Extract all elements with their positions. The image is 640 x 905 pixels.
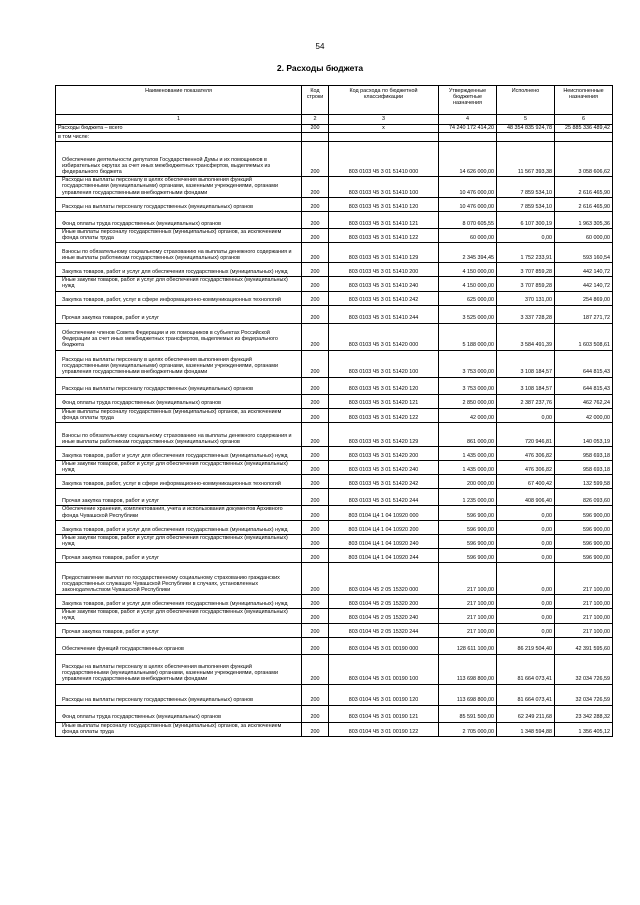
header-unexecuted: Неисполненные назначения bbox=[555, 86, 613, 115]
row-approved-amount: 4 150 000,00 bbox=[439, 263, 497, 277]
row-executed-amount: 476 306,82 bbox=[497, 461, 555, 475]
row-budget-code: 803 0104 Ч5 3 01 00190 000 bbox=[329, 637, 439, 654]
row-budget-code: 803 0103 Ч5 3 01 51420 242 bbox=[329, 475, 439, 489]
row-line-code: 200 bbox=[302, 394, 329, 408]
row-budget-code: 803 0104 Ч5 2 05 15320 000 bbox=[329, 563, 439, 595]
table-row bbox=[56, 243, 613, 263]
row-line-code: 200 bbox=[302, 243, 329, 263]
row-line-code: 200 bbox=[302, 623, 329, 637]
row-executed-amount: 3 108 184,57 bbox=[497, 350, 555, 377]
row-approved-amount: 10 476 000,00 bbox=[439, 197, 497, 211]
row-approved-amount: 14 626 000,00 bbox=[439, 142, 497, 177]
table-row bbox=[56, 722, 613, 736]
row-approved-amount: 3 753 000,00 bbox=[439, 377, 497, 394]
row-approved-amount: 113 698 800,00 bbox=[439, 684, 497, 705]
row-line-code: 200 bbox=[302, 408, 329, 422]
row-name: Закупка товаров, работ и услуг для обеспечения государственных (муниципальных) нужд bbox=[56, 447, 302, 461]
row-approved-amount: 3 525 000,00 bbox=[439, 305, 497, 323]
document-title: 2. Расходы бюджета bbox=[276, 63, 364, 73]
row-budget-code: 803 0104 Ц4 1 04 10920 240 bbox=[329, 534, 439, 548]
row-line-code: 200 bbox=[302, 609, 329, 623]
row-budget-code: 803 0104 Ч5 3 01 00190 122 bbox=[329, 722, 439, 736]
header-row bbox=[56, 86, 613, 115]
row-budget-code: 803 0103 Ч5 3 01 51410 200 bbox=[329, 263, 439, 277]
header-line-code: Код строки bbox=[302, 86, 329, 115]
row-executed-amount: 720 946,81 bbox=[497, 423, 555, 447]
row-name: Прочая закупка товаров, работ и услуг bbox=[56, 549, 302, 563]
row-executed-amount: 0,00 bbox=[497, 408, 555, 422]
row-name: Взносы по обязательному социальному страхованию на выплаты денежного содержания и иные выплаты работникам государственных (муниципальных) органов bbox=[56, 423, 302, 447]
row-name: Иные закупки товаров, работ и услуг для обеспечения государственных (муниципальных) нужд bbox=[56, 609, 302, 623]
row-name: Обеспечение деятельности депутатов Государственной Думы и их помощников в избирательных округах за счет иных межбюджетных трансфертов, выделяемых из федерального бюджета bbox=[56, 142, 302, 177]
column-number: 6 bbox=[555, 115, 613, 125]
row-budget-code: 803 0103 Ч5 3 01 51420 200 bbox=[329, 447, 439, 461]
row-unexecuted-amount: 2 616 465,90 bbox=[555, 177, 613, 198]
row-executed-amount: 3 707 859,28 bbox=[497, 263, 555, 277]
row-executed-amount: 7 859 534,10 bbox=[497, 197, 555, 211]
row-line-code: 200 bbox=[302, 197, 329, 211]
row-approved-amount: 596 900,00 bbox=[439, 506, 497, 520]
row-unexecuted-amount: 187 271,72 bbox=[555, 305, 613, 323]
row-line-code: 200 bbox=[302, 654, 329, 684]
row-budget-code: 803 0103 Ч5 3 01 51410 242 bbox=[329, 291, 439, 305]
row-unexecuted-amount: 462 762,24 bbox=[555, 394, 613, 408]
row-name: Фонд оплаты труда государственных (муниципальных) органов bbox=[56, 705, 302, 722]
row-budget-code: 803 0103 Ч5 3 01 51420 122 bbox=[329, 408, 439, 422]
table-body bbox=[56, 125, 613, 737]
row-name: Обеспечение хранения, комплектования, учета и использования документов Архивного фонда Чувашской Республики bbox=[56, 506, 302, 520]
table-row bbox=[56, 705, 613, 722]
row-executed-amount: 0,00 bbox=[497, 520, 555, 534]
table-row bbox=[56, 637, 613, 654]
row-line-code bbox=[302, 133, 329, 142]
row-unexecuted-amount: 1 963 305,36 bbox=[555, 211, 613, 228]
row-line-code: 200 bbox=[302, 705, 329, 722]
table-row bbox=[56, 534, 613, 548]
table-row bbox=[56, 133, 613, 142]
row-approved-amount: 8 070 605,55 bbox=[439, 211, 497, 228]
header-name: Наименование показателя bbox=[56, 86, 302, 115]
row-budget-code: 803 0103 Ч5 3 01 51420 121 bbox=[329, 394, 439, 408]
table-row bbox=[56, 563, 613, 595]
row-executed-amount: 0,00 bbox=[497, 609, 555, 623]
row-approved-amount: 1 435 000,00 bbox=[439, 461, 497, 475]
row-line-code: 200 bbox=[302, 684, 329, 705]
row-executed-amount: 370 131,00 bbox=[497, 291, 555, 305]
row-budget-code: 803 0103 Ч5 3 01 51420 240 bbox=[329, 461, 439, 475]
row-line-code: 200 bbox=[302, 350, 329, 377]
row-name: Предоставление выплат по государственному социальному страхованию гражданских государственных служащих Чувашской Республики в случаях, установленных законодательством Чувашской Республики bbox=[56, 563, 302, 595]
row-unexecuted-amount: 596 900,00 bbox=[555, 549, 613, 563]
column-number: 5 bbox=[497, 115, 555, 125]
row-line-code: 200 bbox=[302, 563, 329, 595]
row-budget-code: 803 0103 Ч5 3 01 51410 000 bbox=[329, 142, 439, 177]
table-row bbox=[56, 506, 613, 520]
row-name: Расходы на выплаты персоналу государственных (муниципальных) органов bbox=[56, 684, 302, 705]
row-line-code: 200 bbox=[302, 534, 329, 548]
row-executed-amount: 0,00 bbox=[497, 228, 555, 242]
row-budget-code: 803 0103 Ч5 3 01 51420 244 bbox=[329, 489, 439, 506]
row-line-code: 200 bbox=[302, 263, 329, 277]
row-executed-amount: 1 348 594,88 bbox=[497, 722, 555, 736]
table-row bbox=[56, 447, 613, 461]
row-unexecuted-amount: 1 356 405,12 bbox=[555, 722, 613, 736]
row-executed-amount: 48 354 835 924,78 bbox=[497, 125, 555, 133]
row-executed-amount: 11 567 393,38 bbox=[497, 142, 555, 177]
row-unexecuted-amount: 596 900,00 bbox=[555, 520, 613, 534]
page-number: 54 bbox=[315, 42, 325, 51]
row-line-code: 200 bbox=[302, 277, 329, 291]
row-approved-amount: 217 100,00 bbox=[439, 623, 497, 637]
row-approved-amount: 2 345 394,45 bbox=[439, 243, 497, 263]
table-row bbox=[56, 595, 613, 609]
row-name: Расходы на выплаты персоналу в целях обеспечения выполнения функций государственными (муниципальными) органами, казенными учреждениями, органами управления государственными внебюджетными фондами bbox=[56, 177, 302, 198]
row-approved-amount: 4 150 000,00 bbox=[439, 277, 497, 291]
table-row bbox=[56, 377, 613, 394]
row-budget-code: 803 0103 Ч5 3 01 51410 122 bbox=[329, 228, 439, 242]
row-name: Закупка товаров, работ и услуг для обеспечения государственных (муниципальных) нужд bbox=[56, 595, 302, 609]
table-row bbox=[56, 461, 613, 475]
row-budget-code: 803 0103 Ч5 3 01 51420 000 bbox=[329, 323, 439, 350]
row-line-code: 200 bbox=[302, 142, 329, 177]
row-unexecuted-amount: 1 603 508,61 bbox=[555, 323, 613, 350]
row-unexecuted-amount: 217 100,00 bbox=[555, 563, 613, 595]
table-row bbox=[56, 520, 613, 534]
row-unexecuted-amount: 217 100,00 bbox=[555, 623, 613, 637]
row-unexecuted-amount: 132 599,58 bbox=[555, 475, 613, 489]
row-budget-code: 803 0103 Ч5 3 01 51420 129 bbox=[329, 423, 439, 447]
row-budget-code: 803 0103 Ч5 3 01 51410 100 bbox=[329, 177, 439, 198]
table-row bbox=[56, 263, 613, 277]
header-budget-code: Код расхода по бюджетной классификации bbox=[329, 86, 439, 115]
table-row bbox=[56, 228, 613, 242]
row-budget-code: 803 0103 Ч5 3 01 51410 121 bbox=[329, 211, 439, 228]
row-name: в том числе: bbox=[56, 133, 302, 142]
row-unexecuted-amount: 254 869,00 bbox=[555, 291, 613, 305]
row-unexecuted-amount: 217 100,00 bbox=[555, 595, 613, 609]
budget-expenses-table bbox=[55, 85, 613, 737]
row-unexecuted-amount: 644 815,43 bbox=[555, 377, 613, 394]
table-row bbox=[56, 408, 613, 422]
row-line-code: 200 bbox=[302, 447, 329, 461]
table-row bbox=[56, 684, 613, 705]
table-row bbox=[56, 125, 613, 133]
row-unexecuted-amount: 442 140,72 bbox=[555, 263, 613, 277]
row-unexecuted-amount: 23 342 288,32 bbox=[555, 705, 613, 722]
row-name: Расходы на выплаты персоналу государственных (муниципальных) органов bbox=[56, 377, 302, 394]
table-row bbox=[56, 291, 613, 305]
row-executed-amount: 62 249 211,68 bbox=[497, 705, 555, 722]
row-name: Обеспечение членов Совета Федерации и их помощников в субъектах Российской Федерации за счет иных межбюджетных трансфертов, выделяемых из федерального бюджета bbox=[56, 323, 302, 350]
row-unexecuted-amount: 25 885 336 489,42 bbox=[555, 125, 613, 133]
row-name: Иные закупки товаров, работ и услуг для обеспечения государственных (муниципальных) нужд bbox=[56, 534, 302, 548]
row-approved-amount: 2 850 000,00 bbox=[439, 394, 497, 408]
row-executed-amount: 0,00 bbox=[497, 623, 555, 637]
row-unexecuted-amount: 32 034 726,59 bbox=[555, 654, 613, 684]
table-row bbox=[56, 489, 613, 506]
row-approved-amount: 42 000,00 bbox=[439, 408, 497, 422]
row-unexecuted-amount: 958 693,18 bbox=[555, 461, 613, 475]
row-executed-amount: 6 107 300,19 bbox=[497, 211, 555, 228]
row-approved-amount: 596 900,00 bbox=[439, 534, 497, 548]
row-executed-amount: 3 707 859,28 bbox=[497, 277, 555, 291]
row-budget-code: 803 0103 Ч5 3 01 51410 240 bbox=[329, 277, 439, 291]
row-line-code: 200 bbox=[302, 305, 329, 323]
row-line-code: 200 bbox=[302, 177, 329, 198]
row-line-code: 200 bbox=[302, 125, 329, 133]
row-name: Закупка товаров, работ и услуг для обеспечения государственных (муниципальных) нужд bbox=[56, 520, 302, 534]
row-line-code: 200 bbox=[302, 489, 329, 506]
table-row bbox=[56, 197, 613, 211]
row-line-code: 200 bbox=[302, 506, 329, 520]
row-executed-amount: 67 400,42 bbox=[497, 475, 555, 489]
row-name: Расходы бюджета – всего bbox=[56, 125, 302, 133]
row-name: Иные выплаты персоналу государственных (муниципальных) органов, за исключением фонда оплаты труда bbox=[56, 408, 302, 422]
row-line-code: 200 bbox=[302, 377, 329, 394]
row-line-code: 200 bbox=[302, 549, 329, 563]
column-number: 4 bbox=[439, 115, 497, 125]
row-approved-amount: 60 000,00 bbox=[439, 228, 497, 242]
row-unexecuted-amount: 60 000,00 bbox=[555, 228, 613, 242]
row-unexecuted-amount: 644 815,43 bbox=[555, 350, 613, 377]
row-name: Фонд оплаты труда государственных (муниципальных) органов bbox=[56, 211, 302, 228]
row-budget-code: 803 0103 Ч5 3 01 51420 100 bbox=[329, 350, 439, 377]
row-executed-amount: 2 387 237,76 bbox=[497, 394, 555, 408]
row-unexecuted-amount: 32 034 726,59 bbox=[555, 684, 613, 705]
row-executed-amount: 7 859 534,10 bbox=[497, 177, 555, 198]
row-budget-code: 803 0104 Ц4 1 04 10920 200 bbox=[329, 520, 439, 534]
row-budget-code: 803 0103 Ч5 3 01 51410 129 bbox=[329, 243, 439, 263]
table-row bbox=[56, 177, 613, 198]
row-line-code: 200 bbox=[302, 637, 329, 654]
row-executed-amount: 86 219 504,40 bbox=[497, 637, 555, 654]
row-executed-amount: 476 306,82 bbox=[497, 447, 555, 461]
row-executed-amount: 81 664 073,41 bbox=[497, 654, 555, 684]
row-line-code: 200 bbox=[302, 423, 329, 447]
row-name: Иные закупки товаров, работ и услуг для обеспечения государственных (муниципальных) нужд bbox=[56, 461, 302, 475]
row-executed-amount: 0,00 bbox=[497, 563, 555, 595]
row-unexecuted-amount: 596 900,00 bbox=[555, 534, 613, 548]
row-approved-amount: 861 000,00 bbox=[439, 423, 497, 447]
row-approved-amount: 1 435 000,00 bbox=[439, 447, 497, 461]
row-name: Закупка товаров, работ и услуг для обеспечения государственных (муниципальных) нужд bbox=[56, 263, 302, 277]
row-approved-amount: 3 753 000,00 bbox=[439, 350, 497, 377]
column-number-row bbox=[56, 115, 613, 125]
row-line-code: 200 bbox=[302, 520, 329, 534]
table-row bbox=[56, 394, 613, 408]
row-budget-code: 803 0104 Ч5 3 01 00190 120 bbox=[329, 684, 439, 705]
row-executed-amount: 3 108 184,57 bbox=[497, 377, 555, 394]
table-row bbox=[56, 549, 613, 563]
row-budget-code: 803 0103 Ч5 3 01 51410 244 bbox=[329, 305, 439, 323]
row-budget-code: 803 0104 Ч5 2 05 15320 200 bbox=[329, 595, 439, 609]
row-line-code: 200 bbox=[302, 211, 329, 228]
row-name: Закупка товаров, работ, услуг в сфере информационно-коммуникационных технологий bbox=[56, 475, 302, 489]
row-approved-amount bbox=[439, 133, 497, 142]
row-name: Взносы по обязательному социальному страхованию на выплаты денежного содержания и иные выплаты работникам государственных (муниципальных) органов bbox=[56, 243, 302, 263]
row-name: Прочая закупка товаров, работ и услуг bbox=[56, 305, 302, 323]
row-executed-amount bbox=[497, 133, 555, 142]
row-line-code: 200 bbox=[302, 475, 329, 489]
row-approved-amount: 2 705 000,00 bbox=[439, 722, 497, 736]
row-approved-amount: 200 000,00 bbox=[439, 475, 497, 489]
row-executed-amount: 3 584 491,39 bbox=[497, 323, 555, 350]
row-unexecuted-amount: 826 093,60 bbox=[555, 489, 613, 506]
header-executed: Исполнено bbox=[497, 86, 555, 115]
row-executed-amount: 0,00 bbox=[497, 549, 555, 563]
row-approved-amount: 85 591 500,00 bbox=[439, 705, 497, 722]
row-name: Иные закупки товаров, работ и услуг для обеспечения государственных (муниципальных) нужд bbox=[56, 277, 302, 291]
row-budget-code: 803 0103 Ч5 3 01 51420 120 bbox=[329, 377, 439, 394]
row-executed-amount: 0,00 bbox=[497, 595, 555, 609]
row-approved-amount: 217 100,00 bbox=[439, 609, 497, 623]
row-approved-amount: 128 611 100,00 bbox=[439, 637, 497, 654]
row-approved-amount: 1 235 000,00 bbox=[439, 489, 497, 506]
row-executed-amount: 81 664 073,41 bbox=[497, 684, 555, 705]
row-budget-code: x bbox=[329, 125, 439, 133]
row-approved-amount: 625 000,00 bbox=[439, 291, 497, 305]
row-unexecuted-amount: 593 160,54 bbox=[555, 243, 613, 263]
row-name: Обеспечение функций государственных органов bbox=[56, 637, 302, 654]
row-approved-amount: 596 900,00 bbox=[439, 520, 497, 534]
row-unexecuted-amount: 217 100,00 bbox=[555, 609, 613, 623]
table-row bbox=[56, 277, 613, 291]
row-budget-code: 803 0104 Ц4 1 04 10920 000 bbox=[329, 506, 439, 520]
row-unexecuted-amount: 958 693,18 bbox=[555, 447, 613, 461]
table-row bbox=[56, 654, 613, 684]
row-budget-code: 803 0104 Ч5 2 05 15320 244 bbox=[329, 623, 439, 637]
row-budget-code: 803 0104 Ч5 2 05 15320 240 bbox=[329, 609, 439, 623]
row-approved-amount: 74 240 172 414,20 bbox=[439, 125, 497, 133]
row-budget-code: 803 0104 Ч5 3 01 00190 100 bbox=[329, 654, 439, 684]
row-name: Прочая закупка товаров, работ и услуг bbox=[56, 623, 302, 637]
table-row bbox=[56, 323, 613, 350]
row-name: Фонд оплаты труда государственных (муниципальных) органов bbox=[56, 394, 302, 408]
row-approved-amount: 113 698 800,00 bbox=[439, 654, 497, 684]
row-executed-amount: 0,00 bbox=[497, 534, 555, 548]
row-line-code: 200 bbox=[302, 323, 329, 350]
table-row bbox=[56, 475, 613, 489]
row-unexecuted-amount: 596 900,00 bbox=[555, 506, 613, 520]
table-row bbox=[56, 142, 613, 177]
row-approved-amount: 217 100,00 bbox=[439, 563, 497, 595]
row-budget-code: 803 0104 Ч5 3 01 00190 121 bbox=[329, 705, 439, 722]
row-name: Иные выплаты персоналу государственных (муниципальных) органов, за исключением фонда оплаты труда bbox=[56, 722, 302, 736]
row-budget-code bbox=[329, 133, 439, 142]
column-number: 1 bbox=[56, 115, 302, 125]
row-name: Расходы на выплаты персоналу государственных (муниципальных) органов bbox=[56, 197, 302, 211]
row-name: Иные выплаты персоналу государственных (муниципальных) органов, за исключением фонда оплаты труда bbox=[56, 228, 302, 242]
row-approved-amount: 217 100,00 bbox=[439, 595, 497, 609]
table-row bbox=[56, 211, 613, 228]
row-unexecuted-amount: 42 000,00 bbox=[555, 408, 613, 422]
row-executed-amount: 0,00 bbox=[497, 506, 555, 520]
row-unexecuted-amount: 2 616 465,90 bbox=[555, 197, 613, 211]
row-line-code: 200 bbox=[302, 461, 329, 475]
row-name: Прочая закупка товаров, работ и услуг bbox=[56, 489, 302, 506]
row-approved-amount: 10 476 000,00 bbox=[439, 177, 497, 198]
row-unexecuted-amount: 442 140,72 bbox=[555, 277, 613, 291]
row-executed-amount: 3 337 728,28 bbox=[497, 305, 555, 323]
row-budget-code: 803 0104 Ц4 1 04 10920 244 bbox=[329, 549, 439, 563]
table-row bbox=[56, 423, 613, 447]
table-row bbox=[56, 350, 613, 377]
column-number: 3 bbox=[329, 115, 439, 125]
row-line-code: 200 bbox=[302, 722, 329, 736]
header-approved: Утвержденные бюджетные назначения bbox=[439, 86, 497, 115]
row-approved-amount: 596 900,00 bbox=[439, 549, 497, 563]
row-line-code: 200 bbox=[302, 228, 329, 242]
row-approved-amount: 5 188 000,00 bbox=[439, 323, 497, 350]
column-number: 2 bbox=[302, 115, 329, 125]
row-unexecuted-amount: 3 058 606,62 bbox=[555, 142, 613, 177]
row-executed-amount: 1 752 233,91 bbox=[497, 243, 555, 263]
row-unexecuted-amount: 140 053,19 bbox=[555, 423, 613, 447]
row-name: Расходы на выплаты персоналу в целях обеспечения выполнения функций государственными (муниципальными) органами, казенными учреждениями, органами управления государственными внебюджетными фондами bbox=[56, 654, 302, 684]
table-row bbox=[56, 609, 613, 623]
table-row bbox=[56, 623, 613, 637]
row-name: Закупка товаров, работ, услуг в сфере информационно-коммуникационных технологий bbox=[56, 291, 302, 305]
row-line-code: 200 bbox=[302, 291, 329, 305]
row-unexecuted-amount bbox=[555, 133, 613, 142]
row-line-code: 200 bbox=[302, 595, 329, 609]
table-row bbox=[56, 305, 613, 323]
row-name: Расходы на выплаты персоналу в целях обеспечения выполнения функций государственными (муниципальными) органами, казенными учреждениями, органами управления государственными внебюджетными фондами bbox=[56, 350, 302, 377]
row-unexecuted-amount: 42 391 595,60 bbox=[555, 637, 613, 654]
row-budget-code: 803 0103 Ч5 3 01 51410 120 bbox=[329, 197, 439, 211]
row-executed-amount: 408 906,40 bbox=[497, 489, 555, 506]
